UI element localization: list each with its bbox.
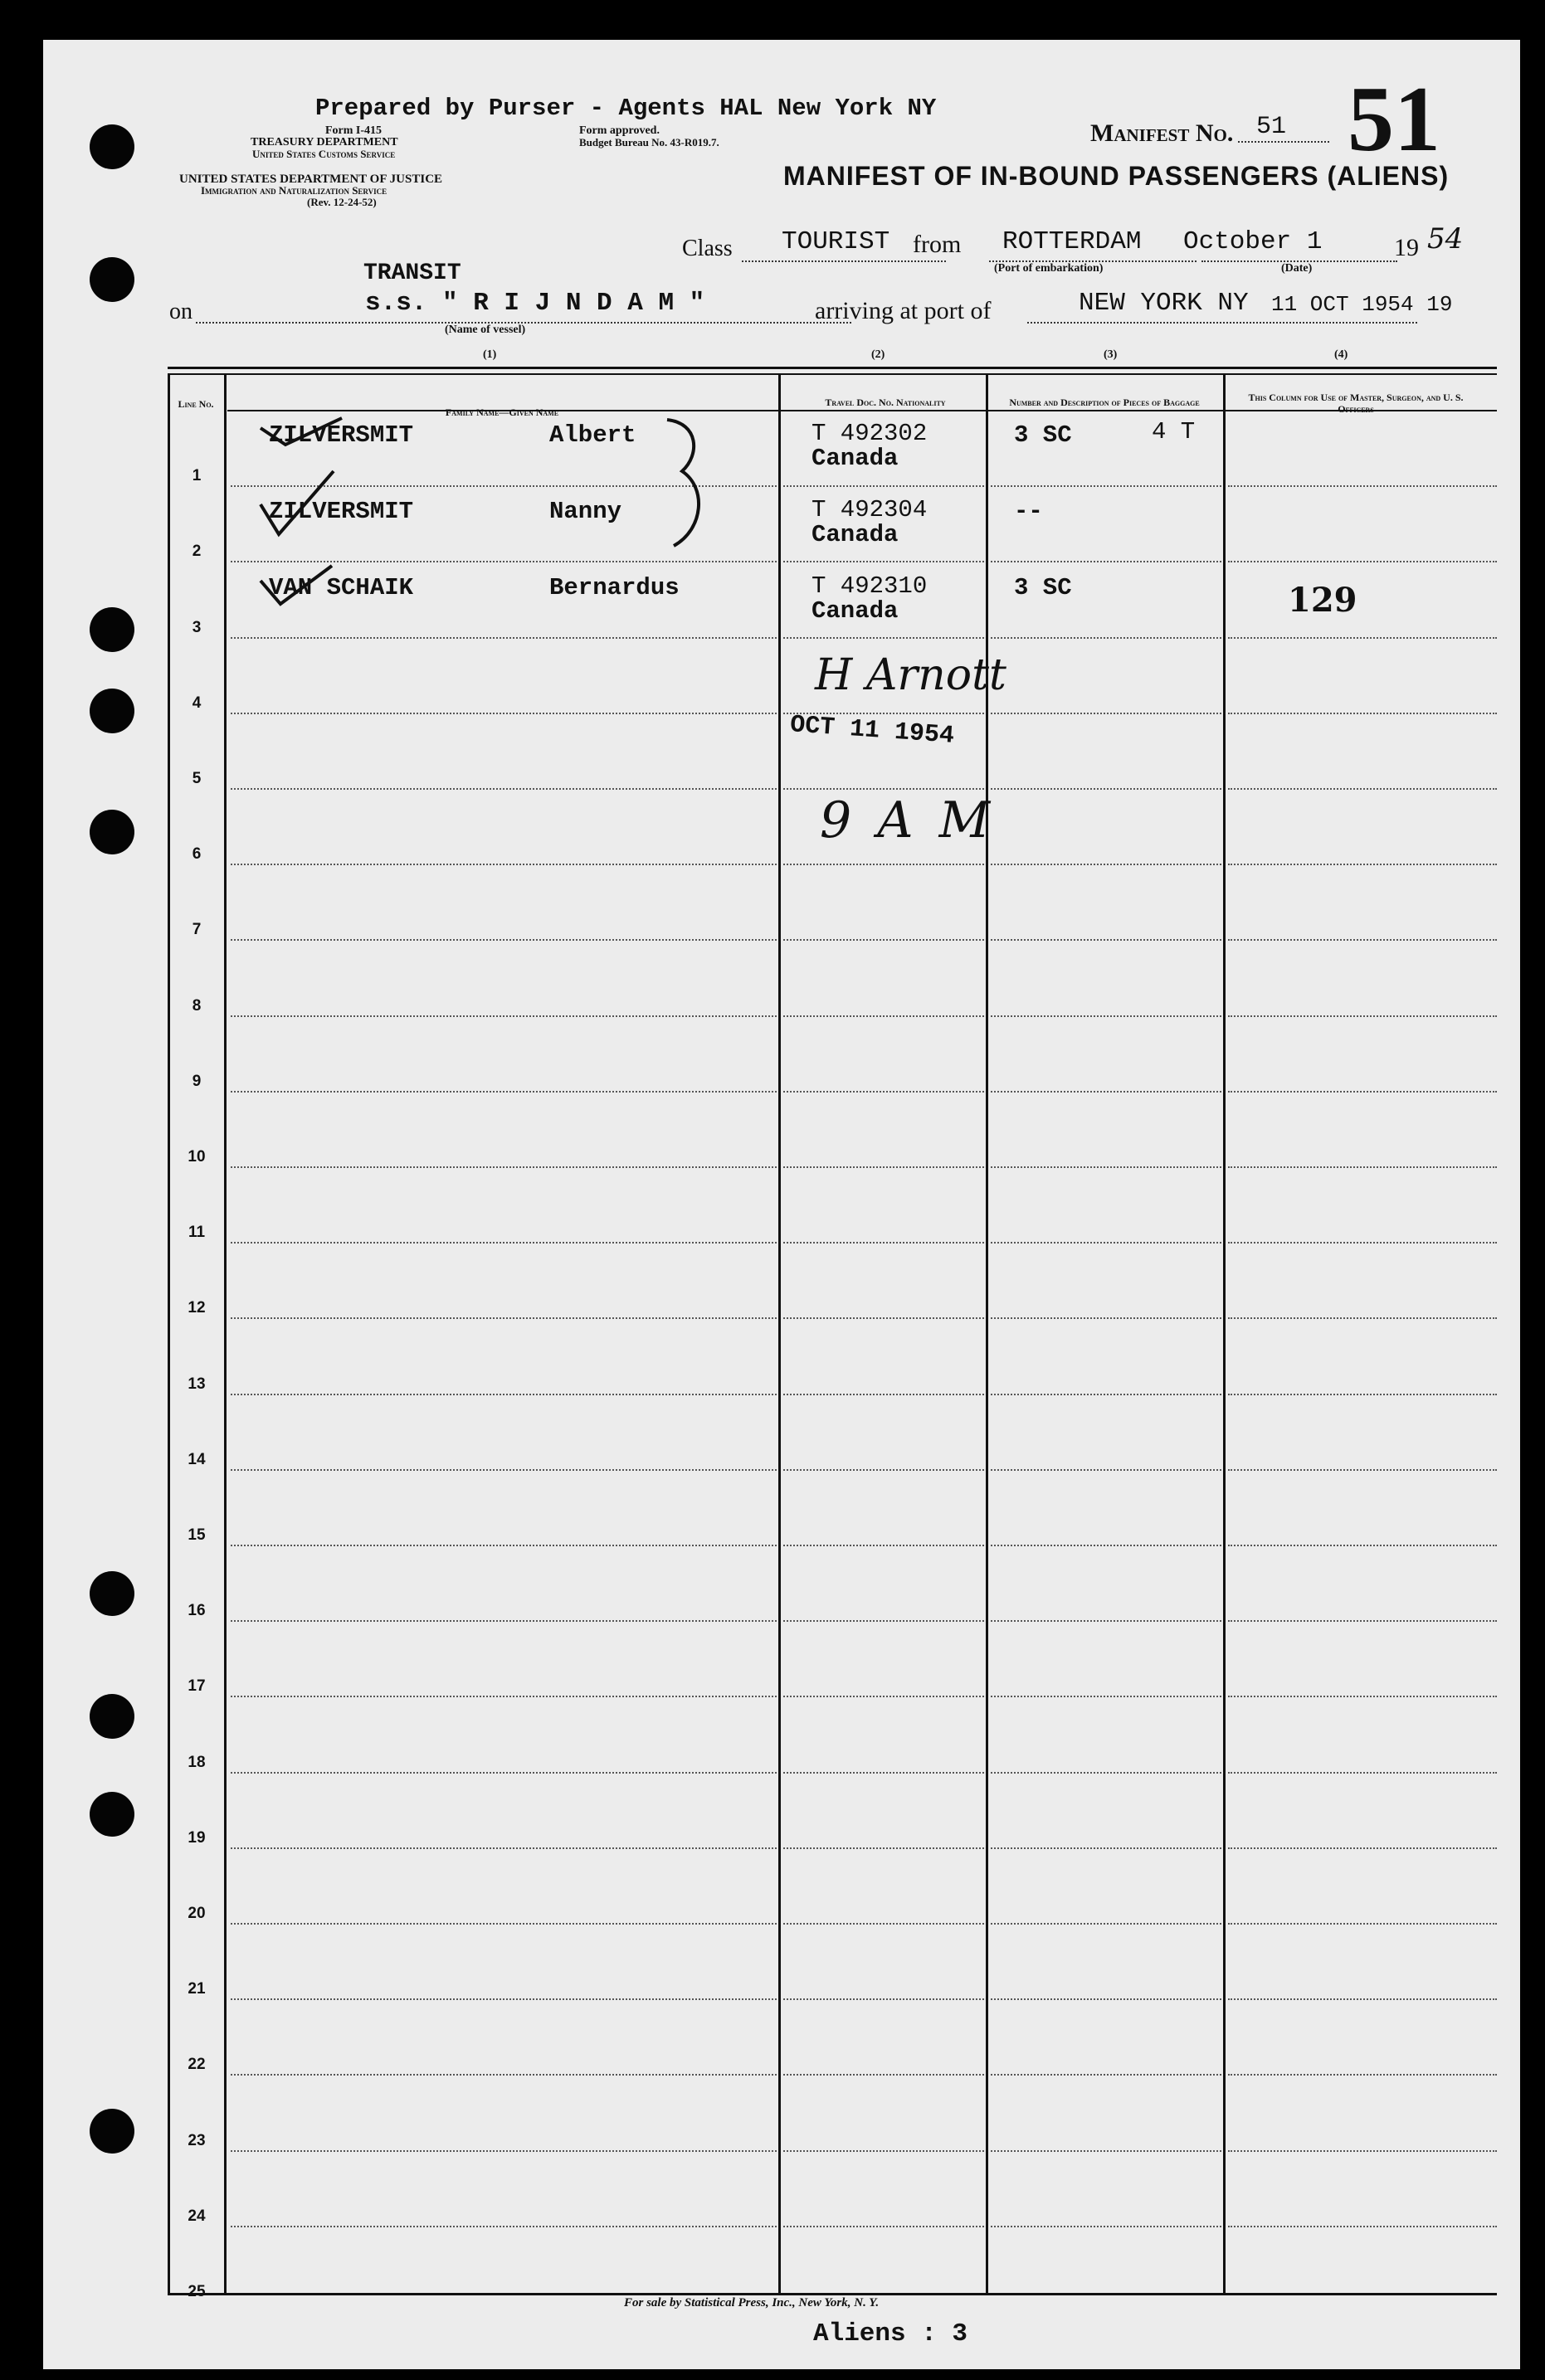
- vessel-caption: (Name of vessel): [445, 324, 526, 336]
- budget-bureau: Budget Bureau No. 43-R019.7.: [579, 136, 719, 148]
- class-value: TOURIST: [782, 227, 890, 256]
- column-header-name: Family Name—Given Name: [445, 406, 559, 418]
- passenger-nationality: Canada: [811, 597, 899, 625]
- brace-icon: [667, 420, 699, 546]
- passenger-given-name: Albert: [549, 421, 636, 449]
- passenger-baggage: --: [1014, 498, 1043, 525]
- passenger-travel-doc: T 492304: [811, 496, 928, 523]
- line-number: 15: [188, 1526, 206, 1544]
- check-mark-icon: [261, 471, 334, 534]
- year-suffix-handwritten: 54: [1427, 222, 1464, 256]
- date-caption: (Date): [1281, 262, 1313, 275]
- passenger-nationality: Canada: [811, 445, 899, 472]
- from-label: from: [913, 231, 962, 258]
- line-number: 17: [188, 1677, 206, 1696]
- line-number: 16: [188, 1602, 206, 1620]
- line-number: 11: [188, 1224, 206, 1242]
- revision-date: (Rev. 12-24-52): [307, 196, 377, 208]
- manifest-no-label: Manifest No.: [1090, 119, 1234, 147]
- check-mark-icon: [261, 418, 342, 445]
- arrival-port: NEW YORK NY: [1079, 289, 1249, 318]
- arriving-label: arriving at port of: [815, 297, 992, 324]
- printer-credit: For sale by Statistical Press, Inc., New York, N. Y.: [624, 2296, 880, 2309]
- line-number: 4: [192, 694, 202, 712]
- line-number: 20: [188, 1905, 206, 1922]
- line-number: 1: [192, 467, 202, 485]
- vessel-name: s.s. " R I J N D A M ": [365, 289, 705, 318]
- passenger-family-name: ZILVERSMIT: [269, 498, 414, 525]
- check-marks: [43, 40, 1520, 2369]
- inspector-signature: H Arnott: [815, 650, 1006, 700]
- line-number: 14: [188, 1450, 206, 1468]
- passenger-baggage: 3 SC: [1014, 574, 1072, 601]
- line-number: 7: [192, 921, 202, 939]
- line-number: 13: [188, 1375, 206, 1393]
- column-header-travel-doc: Travel Doc. No. Nationality: [825, 397, 946, 408]
- ins-line: Immigration and Naturalization Service: [201, 184, 387, 197]
- column-number-1: (1): [483, 348, 497, 361]
- form-approved: Form approved.: [579, 124, 660, 137]
- check-mark-icon: [261, 566, 332, 604]
- on-label: on: [169, 299, 193, 324]
- embarkation-date: October 1: [1183, 227, 1323, 256]
- port-of-embarkation: ROTTERDAM: [1002, 227, 1142, 256]
- officer-note: 129: [1288, 581, 1357, 620]
- line-number: 18: [188, 1753, 206, 1771]
- transit-note: TRANSIT: [363, 260, 461, 286]
- passenger-travel-doc: T 492310: [811, 572, 928, 600]
- column-number-4: (4): [1334, 348, 1348, 361]
- line-number: 6: [192, 845, 202, 864]
- line-number: 8: [192, 996, 202, 1015]
- line-number: 3: [192, 618, 202, 636]
- line-number: 21: [188, 1980, 206, 1998]
- manifest-number-stamp: 51: [1348, 68, 1440, 171]
- port-caption: (Port of embarkation): [994, 262, 1104, 275]
- line-number: 19: [188, 1828, 206, 1847]
- line-number: 2: [192, 543, 202, 561]
- column-number-3: (3): [1104, 348, 1118, 361]
- passenger-nationality: Canada: [811, 521, 899, 548]
- passenger-given-name: Bernardus: [549, 574, 680, 601]
- passenger-given-name: Nanny: [549, 498, 622, 525]
- line-number: 10: [188, 1148, 206, 1166]
- passenger-travel-doc: T 492302: [811, 420, 928, 447]
- arrival-date-stamp: 11 OCT 1954 19: [1271, 292, 1453, 317]
- manifest-no-value: 51: [1256, 113, 1287, 141]
- prepared-by-line: Prepared by Purser - Agents HAL New York NY: [315, 95, 937, 122]
- line-number: 25: [188, 2283, 206, 2300]
- passenger-baggage-note: 4 T: [1152, 418, 1196, 445]
- line-number: 9: [192, 1072, 202, 1090]
- column-number-2: (2): [871, 348, 885, 361]
- class-label: Class: [682, 236, 733, 261]
- manifest-title: MANIFEST OF IN-BOUND PASSENGERS (ALIENS): [783, 161, 1450, 191]
- line-number: 22: [188, 2056, 206, 2074]
- year-prefix: 19: [1394, 234, 1419, 261]
- line-number: 24: [188, 2207, 206, 2225]
- passenger-baggage: 3 SC: [1014, 421, 1072, 449]
- line-number: 5: [192, 770, 202, 787]
- passenger-family-name: VAN SCHAIK: [269, 574, 414, 601]
- treasury-department: TREASURY DEPARTMENT: [251, 136, 398, 148]
- manifest-sheet: [43, 40, 1520, 2369]
- inspection-date-stamp: OCT 11 1954: [789, 711, 955, 751]
- column-header-officers: This Column for Use of Master, Surgeon, and U. S. Officers: [1248, 392, 1464, 415]
- aliens-count: Aliens : 3: [813, 2319, 968, 2348]
- form-number: Form I-415: [325, 124, 383, 137]
- column-header-line-no: Line No.: [178, 398, 214, 410]
- column-header-baggage: Number and Description of Pieces of Baggage: [1009, 397, 1200, 408]
- line-number: 23: [188, 2131, 206, 2149]
- inspection-time-note: 9 A M: [820, 791, 996, 849]
- line-number: 12: [188, 1299, 206, 1317]
- customs-service: United States Customs Service: [252, 148, 396, 160]
- passenger-family-name: ZILVERSMIT: [269, 421, 414, 449]
- department-of-justice: UNITED STATES DEPARTMENT OF JUSTICE: [179, 173, 443, 186]
